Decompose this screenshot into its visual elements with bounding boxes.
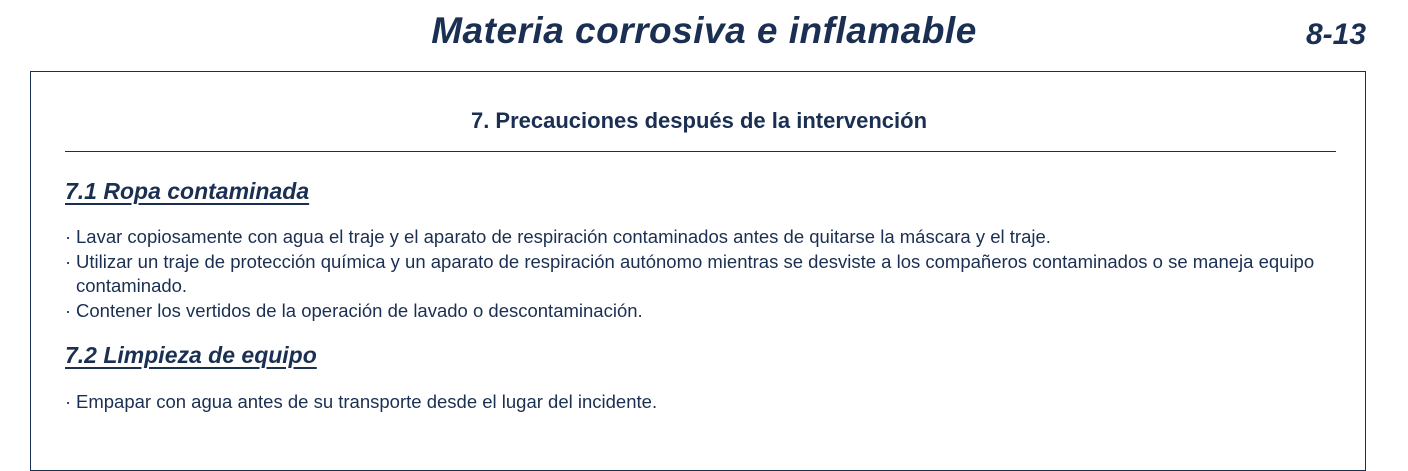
bullet-dot: · — [65, 226, 72, 247]
document-title: Materia corrosiva e inflamable — [431, 10, 977, 51]
list-item — [65, 299, 1335, 324]
page-number: 8-13 — [1305, 18, 1366, 51]
heading-divider — [65, 151, 1336, 152]
list-item — [65, 390, 1335, 415]
bullet-dot: · — [65, 299, 72, 321]
list-item — [65, 250, 1335, 299]
bullet-list-ropa-contaminada — [65, 225, 1335, 323]
section-heading: 7. Precauciones después de la intervención — [470, 108, 928, 133]
list-item-text: Contener los vertidos de la operación de lavado o descontaminación. — [76, 299, 643, 321]
bullet-list-limpieza-de-equipo — [65, 390, 1335, 415]
subsection-title-limpieza-de-equipo: 7.2 Limpieza de equipo — [65, 342, 317, 368]
bullet-dot: · — [65, 391, 72, 412]
list-item-text: Empapar con agua antes de su transporte desde el lugar del incidente. — [76, 391, 658, 412]
list-item-text: Lavar copiosamente con agua el traje y el aparato de respiración contaminados antes de quitarse la máscara y el traje. — [76, 226, 1051, 247]
subsection-title-ropa-contaminada: 7.1 Ropa contaminada — [65, 178, 310, 204]
list-item — [65, 225, 1335, 250]
content-box — [30, 71, 1366, 471]
list-item-text: Utilizar un traje de protección química y un aparato de respiración autónomo mientras se desviste a los compañeros contaminados o se maneja equipo contaminado. — [76, 250, 1315, 296]
bullet-dot: · — [65, 250, 72, 272]
